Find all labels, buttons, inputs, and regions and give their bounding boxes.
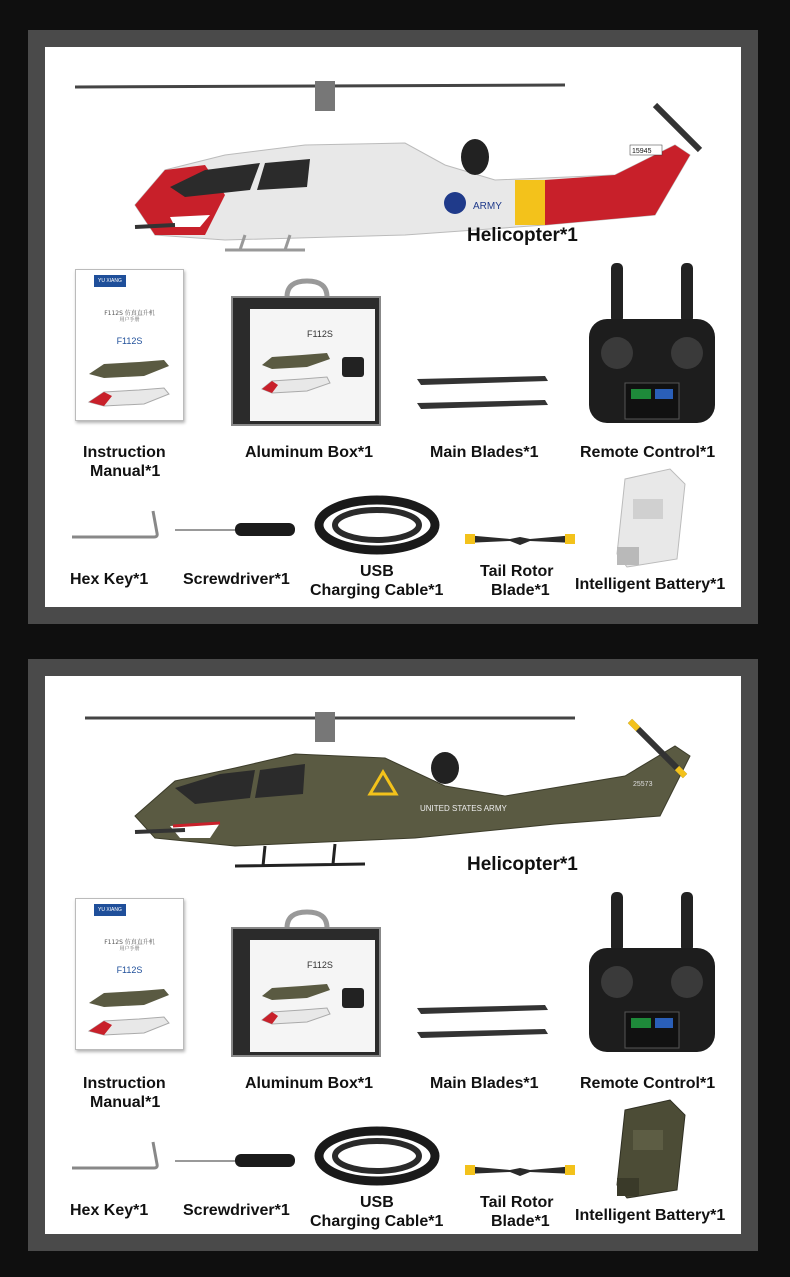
manual-helicopter-icon [84, 352, 176, 412]
tail-rotor-label-2: Blade*1 [491, 582, 550, 599]
manual-title-cn: F112S 仿真直升机 [104, 310, 155, 317]
usb-label-1: USB [360, 563, 394, 580]
package-panel-red [28, 30, 758, 624]
tail-rotor-label-1: Tail Rotor [480, 563, 554, 580]
helicopter-olive-image [85, 706, 725, 876]
hex-key-image [70, 1140, 160, 1170]
main-blades-image [415, 373, 550, 413]
screwdriver-label: Screwdriver*1 [183, 571, 290, 588]
main-blades-label: Main Blades*1 [430, 1075, 539, 1092]
box-model: F112S [307, 960, 333, 970]
screwdriver-image [175, 519, 300, 539]
helicopter-label: Helicopter*1 [467, 854, 578, 875]
manual-sub-cn: 用户手册 [119, 946, 140, 952]
tail-rotor-label-1: Tail Rotor [480, 1194, 554, 1211]
hex-key-image [70, 509, 160, 539]
tail-rotor-blade-image [465, 529, 575, 549]
intelligent-battery-label: Intelligent Battery*1 [575, 1207, 726, 1224]
panel-content [45, 47, 741, 607]
army-text: ARMY [473, 201, 502, 212]
helicopter-label: Helicopter*1 [467, 225, 578, 246]
manual-brand: YU XIANG [94, 904, 126, 916]
aluminum-box-label: Aluminum Box*1 [245, 444, 374, 461]
main-blades-label: Main Blades*1 [430, 444, 539, 461]
manual-model: F112S [116, 336, 143, 346]
screwdriver-image [175, 1150, 300, 1170]
box-model: F112S [307, 329, 333, 339]
usb-label-2: Charging Cable*1 [310, 582, 444, 599]
hex-key-label: Hex Key*1 [70, 571, 149, 588]
manual-sub-cn: 用户手册 [119, 317, 140, 323]
usb-cable-image [315, 1126, 440, 1186]
tail-rotor-label-2: Blade*1 [491, 1213, 550, 1230]
screwdriver-label: Screwdriver*1 [183, 1202, 290, 1219]
usb-label-2: Charging Cable*1 [310, 1213, 444, 1230]
instruction-manual-label-1: Instruction [83, 444, 166, 461]
tail-rotor-blade-image [465, 1160, 575, 1180]
instruction-manual-image [75, 898, 184, 1050]
manual-title-cn: F112S 仿真直升机 [104, 939, 155, 946]
instruction-manual-image [75, 269, 184, 421]
remote-control-label: Remote Control*1 [580, 444, 716, 461]
intelligent-battery-label: Intelligent Battery*1 [575, 576, 726, 593]
manual-brand: YU XIANG [94, 275, 126, 287]
hex-key-label: Hex Key*1 [70, 1202, 149, 1219]
instruction-manual-label-1: Instruction [83, 1075, 166, 1092]
remote-control-image [587, 263, 717, 425]
manual-helicopter-icon [84, 981, 176, 1041]
main-blades-image [415, 1002, 550, 1042]
instruction-manual-label-2: Manual*1 [90, 1094, 161, 1111]
aluminum-box-image [232, 277, 382, 425]
intelligent-battery-image [615, 1100, 687, 1200]
aluminum-box-image [232, 908, 382, 1056]
tail-number: 15945 [632, 148, 652, 155]
army-text: UNITED STATES ARMY [420, 804, 507, 813]
remote-control-image [587, 892, 717, 1054]
helicopter-red-white-image [75, 75, 715, 255]
package-panel-olive [28, 659, 758, 1251]
tail-number: 25573 [633, 781, 653, 788]
remote-control-label: Remote Control*1 [580, 1075, 716, 1092]
intelligent-battery-image [615, 469, 687, 569]
aluminum-box-label: Aluminum Box*1 [245, 1075, 374, 1092]
usb-label-1: USB [360, 1194, 394, 1211]
panel-content [45, 676, 741, 1234]
instruction-manual-label-2: Manual*1 [90, 463, 161, 480]
usb-cable-image [315, 495, 440, 555]
manual-model: F112S [116, 965, 143, 975]
